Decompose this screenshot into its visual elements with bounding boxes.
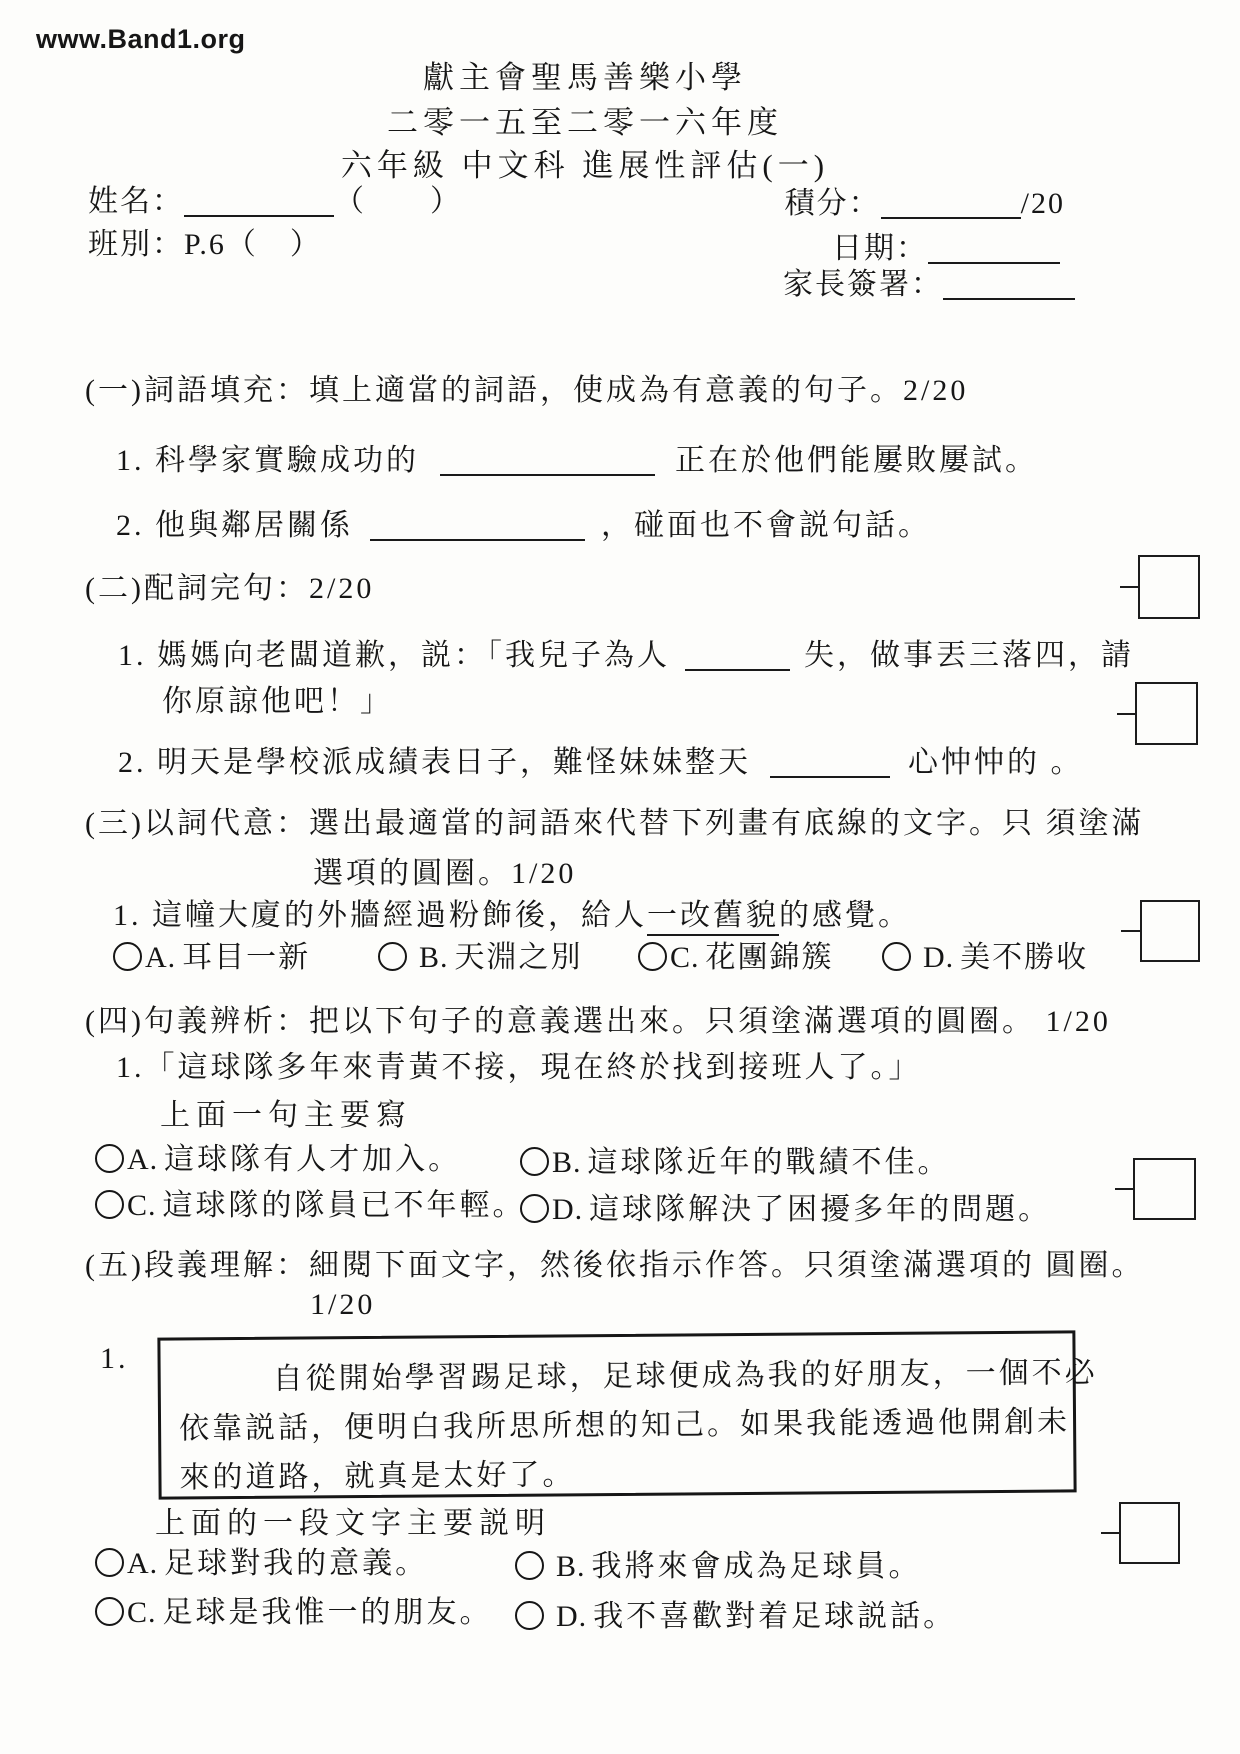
passage-line: 來的道路，就真是太好了。	[179, 1458, 576, 1495]
option-circle-b[interactable]	[520, 1147, 549, 1176]
q-text: 這幢大廈的外牆經過粉飾後，給人	[152, 899, 647, 932]
q-number: 1.	[118, 639, 147, 672]
option-circle-a[interactable]	[95, 1548, 124, 1577]
option-text: 這球隊近年的戰績不佳。	[587, 1146, 951, 1179]
section3-title-line2: 選項的圓圈。1/20	[313, 857, 577, 890]
option-circle-d[interactable]	[520, 1194, 549, 1223]
section4-title: (四)句義辨析：把以下句子的意義選出來。只須塗滿選項的圓圈。 1/20	[85, 1005, 1111, 1038]
section5-option-a	[95, 1538, 428, 1582]
q-number: 1.	[116, 444, 145, 477]
option-text: 我不喜歡對着足球説話。	[593, 1600, 957, 1633]
option-circle-a[interactable]	[95, 1144, 124, 1173]
parent-signature-label: 家長簽署：	[783, 268, 943, 301]
class-row	[88, 219, 322, 263]
option-circle-d[interactable]	[515, 1601, 544, 1630]
section5-option-c	[95, 1587, 493, 1631]
option-label: B.	[419, 941, 449, 974]
option-text: 耳目一新	[182, 941, 311, 974]
option-text: 這球隊有人才加入。	[164, 1143, 462, 1176]
q-number: 1.	[113, 899, 142, 932]
parent-signature-row	[783, 259, 1075, 303]
section5-prompt: 上面的一段文字主要説明	[155, 1507, 551, 1540]
score-box[interactable]	[1119, 1502, 1180, 1564]
option-label: D.	[923, 941, 955, 974]
section2-title: (二)配詞完句：2/20	[85, 572, 375, 605]
section2-q1-line2: 你原諒他吧！」	[162, 685, 393, 718]
name-paren: （ ）	[334, 185, 462, 218]
section5-q-number: 1.	[100, 1342, 129, 1375]
q-text: 他與鄰居關係	[155, 509, 353, 542]
option-label: A.	[127, 1143, 159, 1176]
section1-title: (一)詞語填充：填上適當的詞語，使成為有意義的句子。2/20	[85, 374, 969, 407]
name-label: 姓名：	[88, 185, 184, 218]
section4-option-b	[520, 1137, 951, 1181]
option-text: 美不勝收	[960, 941, 1089, 974]
score-box-tick	[1121, 930, 1140, 932]
passage-box	[157, 1330, 1098, 1499]
exam-title: 六年級 中文科 進展性評估(一)	[340, 148, 830, 183]
score-box-tick	[1117, 713, 1135, 715]
section4-option-a	[95, 1134, 461, 1178]
school-name: 獻主會聖馬善樂小學	[423, 60, 747, 95]
q-text: 心忡忡的 。	[908, 746, 1084, 779]
class-label: 班別：P.6（ ）	[88, 228, 322, 261]
fill-in-blank[interactable]	[685, 639, 790, 671]
section4-prompt: 上面一句主要寫	[160, 1099, 412, 1132]
section3-option-d	[882, 932, 1088, 976]
score-row	[785, 178, 1065, 222]
section5-option-d	[515, 1591, 956, 1635]
section4-q1	[116, 1042, 922, 1086]
section4-option-d	[520, 1184, 1051, 1228]
option-circle-c[interactable]	[95, 1597, 124, 1626]
option-label: C.	[127, 1596, 157, 1629]
option-text: 足球對我的意義。	[164, 1547, 429, 1580]
section3-q1	[113, 890, 911, 934]
section1-q2	[116, 500, 931, 544]
option-text: 這球隊的隊員已不年輕。	[162, 1189, 526, 1222]
score-box-tick	[1120, 586, 1138, 588]
section2-q1-line1	[118, 630, 1134, 674]
q-number: 2.	[118, 746, 147, 779]
section4-option-c	[95, 1180, 526, 1224]
option-circle-b[interactable]	[515, 1551, 544, 1580]
q-text: 正在於他們能屢敗屢試。	[675, 444, 1038, 477]
option-label: D.	[556, 1600, 588, 1633]
option-circle-d[interactable]	[882, 942, 911, 971]
option-label: A.	[127, 1547, 159, 1580]
passage-line: 依靠説話，便明白我所思所想的知己。如果我能透過他開創未	[178, 1405, 1071, 1446]
section1-q1	[116, 435, 1038, 479]
date-label: 日期：	[832, 232, 928, 265]
option-circle-b[interactable]	[378, 942, 407, 971]
option-label: A.	[145, 941, 177, 974]
parent-signature-blank[interactable]	[943, 268, 1075, 300]
option-text: 天淵之別	[454, 941, 583, 974]
score-box-tick	[1115, 1188, 1133, 1190]
q-number: 2.	[116, 509, 145, 542]
score-box[interactable]	[1135, 682, 1198, 745]
score-box[interactable]	[1133, 1158, 1196, 1220]
option-text: 這球隊解決了困擾多年的問題。	[589, 1193, 1052, 1226]
option-label: B.	[556, 1550, 586, 1583]
option-text: 花團錦簇	[705, 941, 834, 974]
section3-title-line1: (三)以詞代意：選出最適當的詞語來代替下列畫有底線的文字。只 須塗滿	[85, 807, 1145, 840]
underlined-phrase: 一改舊貌	[647, 899, 779, 936]
q-text: 明天是學校派成績表日子，難怪妹妹整天	[157, 746, 751, 779]
q-text: 媽媽向老闆道歉，説：「我兒子為人	[157, 639, 670, 672]
q-text: 的感覺。	[779, 899, 911, 932]
option-label: B.	[552, 1146, 582, 1179]
option-label: C.	[670, 941, 700, 974]
option-circle-c[interactable]	[95, 1190, 124, 1219]
section5-score: 1/20	[310, 1288, 376, 1321]
score-input-blank[interactable]	[881, 187, 1021, 219]
option-text: 足球是我惟一的朋友。	[162, 1596, 493, 1629]
option-label: D.	[552, 1193, 584, 1226]
passage-line: 自從開始學習踢足球，足球便成為我的好朋友，一個不必	[272, 1356, 1098, 1396]
option-circle-a[interactable]	[113, 942, 142, 971]
section2-q2	[118, 737, 1084, 781]
q-text: 「這球隊多年來青黃不接，現在終於找到接班人了。」	[144, 1051, 922, 1084]
score-box-tick	[1101, 1532, 1119, 1534]
section3-option-b	[378, 932, 583, 976]
section3-option-c	[638, 932, 834, 976]
option-circle-c[interactable]	[638, 942, 667, 971]
school-year: 二零一五至二零一六年度	[387, 105, 783, 140]
name-row	[88, 176, 462, 220]
fill-in-blank[interactable]	[370, 509, 585, 541]
fill-in-blank[interactable]	[770, 746, 890, 778]
option-label: C.	[127, 1189, 157, 1222]
option-text: 我將來會成為足球員。	[591, 1550, 922, 1583]
score-total: /20	[1020, 187, 1065, 220]
q-text: 科學家實驗成功的	[155, 444, 419, 477]
q-number: 1.	[116, 1051, 145, 1084]
section3-option-a	[113, 932, 310, 976]
watermark: www.Band1.org	[36, 24, 246, 54]
score-box[interactable]	[1140, 900, 1200, 962]
section5-option-b	[515, 1541, 922, 1585]
q-text: 失，做事丟三落四，請	[804, 639, 1134, 672]
section5-title-line1: (五)段義理解：細閱下面文字，然後依指示作答。只須塗滿選項的 圓圈。	[85, 1249, 1145, 1282]
fill-in-blank[interactable]	[440, 444, 655, 476]
name-input-blank[interactable]	[184, 185, 334, 217]
score-label: 積分：	[784, 187, 881, 220]
q-text: ，碰面也不會説句話。	[601, 509, 931, 542]
score-box[interactable]	[1138, 555, 1200, 619]
